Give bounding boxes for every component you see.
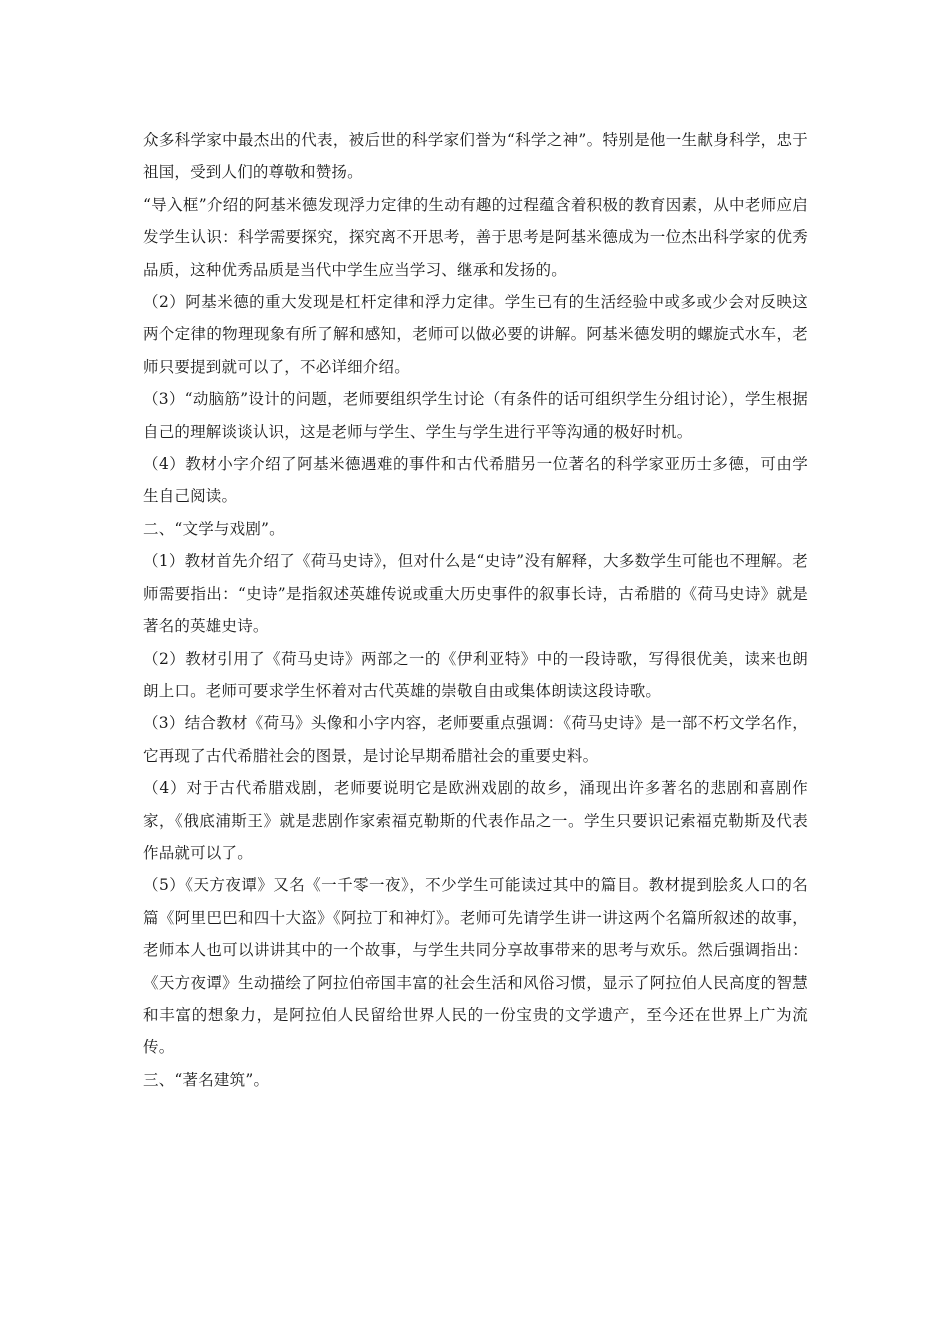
paragraph-intro-box: “导入框”介绍的阿基米德发现浮力定律的生动有趣的过程蕴含着积极的教育因素，从中老师应启发学生认识：科学需要探究，探究离不开思考，善于思考是阿基米德成为一位杰出科学家的优秀品质，这种优秀品质是当代中学生应当学习、继承和发扬的。 [143, 195, 808, 279]
paragraph-item-4-reading: （4）教材小字介绍了阿基米德遇难的事件和古代希腊另一位著名的科学家亚历士多德，可由学生自己阅读。 [143, 455, 808, 506]
paragraph-item-3-discussion: （3）“动脑筋”设计的问题，老师要组织学生讨论（有条件的话可组织学生分组讨论），学生根据自己的理解谈谈认识，这是老师与学生、学生与学生进行平等沟通的极好时机。 [143, 390, 808, 441]
paragraph-item-2-discoveries: （2）阿基米德的重大发现是杠杆定律和浮力定律。学生已有的生活经验中或多或少会对反映这两个定律的物理现象有所了解和感知，老师可以做必要的讲解。阿基米德发明的螺旋式水车，老师只要提到就可以了，不必详细介绍。 [143, 293, 808, 376]
paragraph-homer-epic: （1）教材首先介绍了《荷马史诗》，但对什么是“史诗”没有解释，大多数学生可能也不理解。老师需要指出：“史诗”是指叙述英雄传说或重大历史事件的叙事长诗，古希腊的《荷马史诗》就是著名的英雄史诗。 [143, 552, 808, 636]
paragraph-arabian-nights: （5）《天方夜谭》又名《一千零一夜》，不少学生可能读过其中的篇目。教材提到脍炙人口的名篇《阿里巴巴和四十大盗》《阿拉丁和神灯》。老师可先请学生讲一讲这两个名篇所叙述的故事，老师本人也可以讲讲其中的一个故事，与学生共同分享故事带来的思考与欢乐。然后强调指出：《天方夜谭》生动描绘了阿拉伯帝国丰富的社会生活和风俗习惯，显示了阿拉伯人民高度的智慧和丰富的想象力，是阿拉伯人民留给世界人民的一份宝贵的文学遗产，至今还在世界上广为流传。 [143, 876, 808, 1057]
paragraph-archimedes-intro: 众多科学家中最杰出的代表，被后世的科学家们誉为“科学之神”。特别是他一生献身科学，忠于祖国，受到人们的尊敬和赞扬。 [143, 131, 808, 182]
section-heading-famous-architecture: 三、“著名建筑”。 [143, 1070, 270, 1089]
paragraph-homer-portrait: （3）结合教材《荷马》头像和小字内容，老师要重点强调：《荷马史诗》是一部不朽文学名作，它再现了古代希腊社会的图景，是讨论早期希腊社会的重要史料。 [143, 714, 808, 765]
section-heading-literature-drama: 二、“文学与戏剧”。 [143, 519, 285, 538]
paragraph-greek-drama: （4）对于古代希腊戏剧，老师要说明它是欧洲戏剧的故乡，涌现出许多著名的悲剧和喜剧作家，《俄底浦斯王》就是悲剧作家索福克勒斯的代表作品之一。学生只要识记索福克勒斯及代表作品就可以了。 [143, 779, 808, 862]
document-body [143, 124, 808, 1096]
paragraph-iliad-poem: （2）教材引用了《荷马史诗》两部之一的《伊利亚特》中的一段诗歌，写得很优美，读来也朗朗上口。老师可要求学生怀着对古代英雄的崇敬自由或集体朗读这段诗歌。 [143, 649, 808, 700]
